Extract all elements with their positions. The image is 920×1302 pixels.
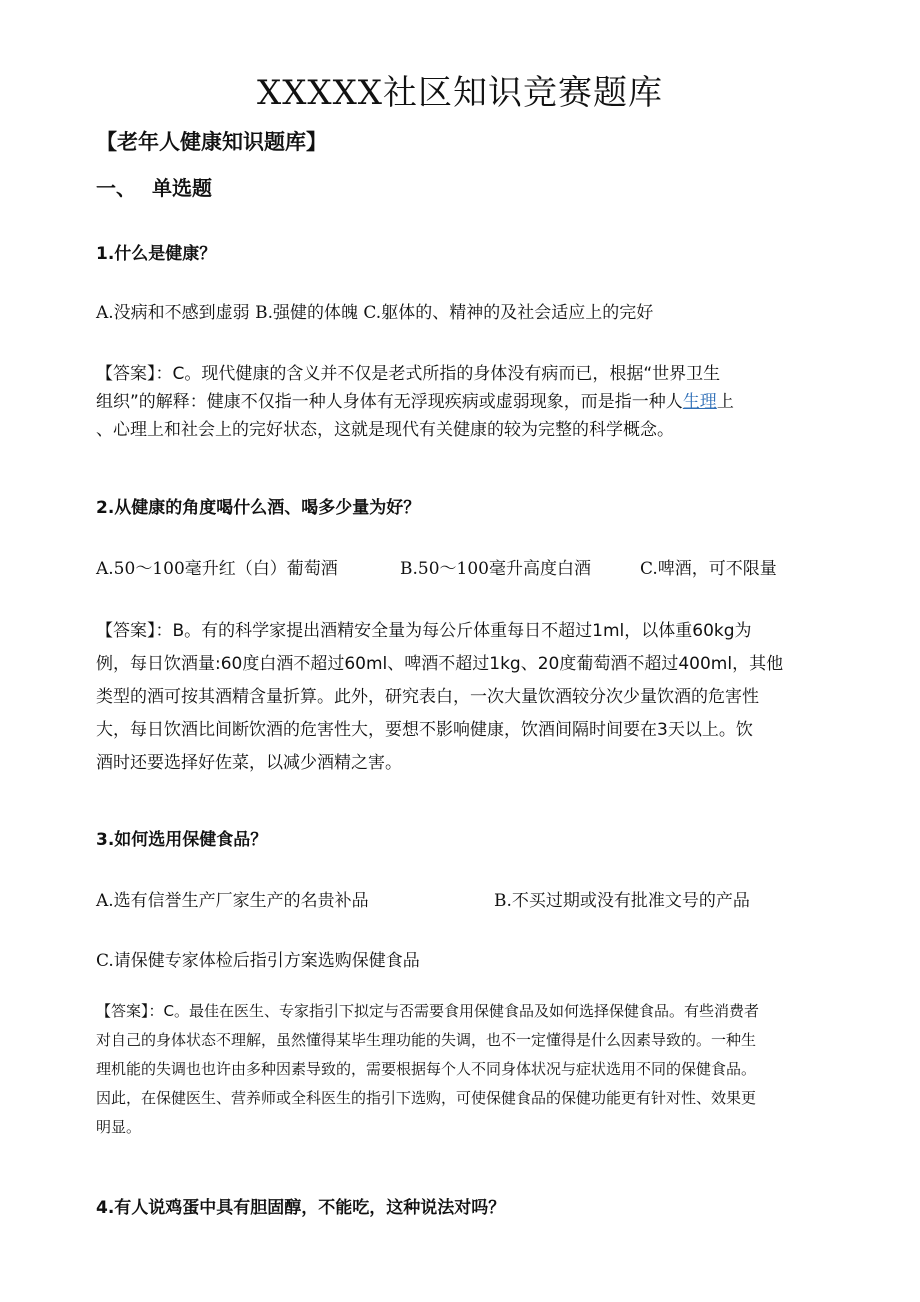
question-3-option-c: C.请保健专家体检后指引方案选购保健食品 <box>96 951 420 971</box>
question-2-option-b: B.50～100毫升高度白酒 <box>400 559 591 579</box>
question-2-answer <box>96 615 826 780</box>
question-3-option-a: A.选有信誉生产厂家生产的名贵补品 <box>96 891 369 911</box>
answer-line: 例，每日饮酒量:60度白酒不超过60ml、啤酒不超过1kg、20度葡萄酒不超过400ml，其他 <box>96 654 784 674</box>
answer-line: 【答案】：C。现代健康的含义并不仅是老式所指的身体没有病而已，根据“世界卫生 <box>96 364 721 384</box>
section-heading <box>96 172 212 204</box>
section-number: 一、 <box>96 176 136 200</box>
answer-line: 【答案】：B。有的科学家提出酒精安全量为每公斤体重每日不超过1ml，以体重60kg为 <box>96 621 752 641</box>
answer-line: 因此，在保健医生、营养师或全科医生的指引下选购，可使保健食品的保健功能更有针对性、效果更 <box>96 1089 757 1107</box>
question-1-options: A.没病和不感到虚弱 B.强健的体魄 C.躯体的、精神的及社会适应上的完好 <box>96 303 654 323</box>
question-3-option-b: B.不买过期或没有批准文号的产品 <box>494 891 750 911</box>
answer-line: 酒时还要选择好佐菜，以减少酒精之害。 <box>96 753 402 773</box>
question-1-answer <box>96 360 826 444</box>
question-2-option-a: A.50～100毫升红（白）葡萄酒 <box>96 559 338 579</box>
answer-line: 对自己的身体状态不理解，虽然懂得某毕生理功能的失调，也不一定懂得是什么因素导致的。一种生 <box>96 1031 757 1049</box>
answer-line: 【答案】：C。最佳在医生、专家指引下拟定与否需要食用保健食品及如何选择保健食品。有些消费者 <box>96 1002 759 1020</box>
question-3-answer <box>96 997 826 1142</box>
answer-line-text: 组织”的解释：健康不仅指一种人身体有无浮现疾病或虚弱现象，而是指一种人 <box>96 392 683 412</box>
answer-line: 类型的酒可按其酒精含量折算。此外，研究表白，一次大量饮酒较分次少量饮酒的危害性 <box>96 687 759 707</box>
section-label: 单选题 <box>152 176 212 200</box>
question-1: 1.什么是健康？ <box>96 244 217 264</box>
question-2: 2.从健康的角度喝什么酒、喝多少量为好？ <box>96 498 421 518</box>
answer-line: 理机能的失调也也许由多种因素导致的，需要根据每个人不同身体状况与症状选用不同的保健食品。 <box>96 1060 757 1078</box>
question-4: 4.有人说鸡蛋中具有胆固醇，不能吃，这种说法对吗？ <box>96 1198 506 1218</box>
answer-line-suffix: 上 <box>716 392 734 412</box>
answer-line: 、心理上和社会上的完好状态，这就是现代有关健康的较为完整的科学概念。 <box>96 420 674 440</box>
document-subtitle: 【老年人健康知识题库】 <box>96 130 327 154</box>
question-2-option-c: C.啤酒，可不限量 <box>640 559 777 579</box>
answer-line <box>96 388 826 416</box>
question-3: 3.如何选用保健食品？ <box>96 830 268 850</box>
glossary-link[interactable]: 生理 <box>682 392 717 412</box>
answer-line: 明显。 <box>96 1118 142 1136</box>
answer-line: 大，每日饮酒比间断饮酒的危害性大，要想不影响健康，饮酒间隔时间要在3天以上。饮 <box>96 720 753 740</box>
document-title: XXXXX社区知识竞赛题库 <box>256 73 664 113</box>
